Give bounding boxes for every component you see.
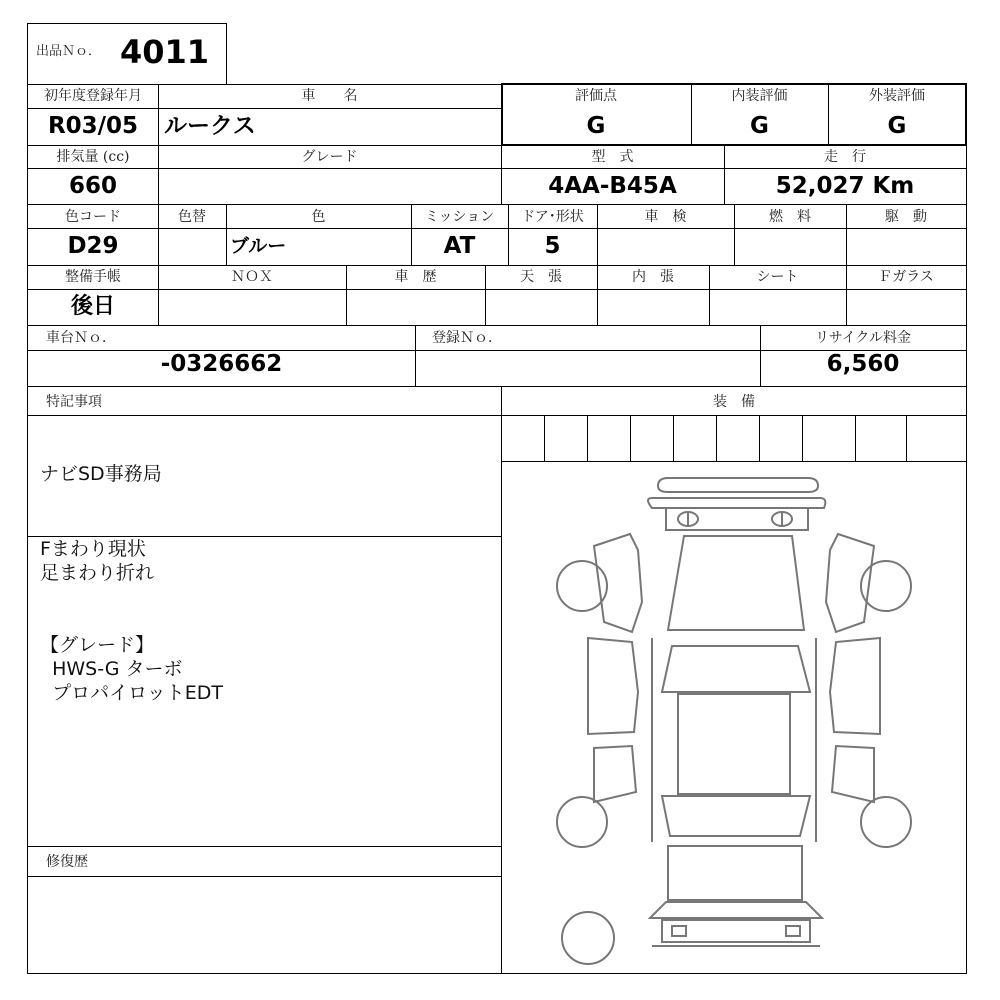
first-reg-label: 初年度登録年月 — [44, 88, 142, 104]
color-change-label: 色替 — [178, 209, 206, 225]
history-label: 車 歴 — [394, 269, 437, 285]
equipment-label: 装 備 — [713, 394, 755, 410]
special-note-2: Fまわり現状 足まわり折れ 【グレード】 HWS-G ターボ プロパイロットEDT — [40, 538, 223, 704]
repair-history-label: 修復歴 — [46, 854, 88, 870]
mileage-value: 52,027 Km — [775, 173, 915, 199]
nox-label: ＮＯＸ — [231, 269, 273, 285]
inspection-label: 車 検 — [644, 209, 687, 225]
color-label: 色 — [311, 209, 326, 225]
maintenance-label: 整備手帳 — [65, 269, 121, 285]
first-reg-value: R03/05 — [47, 113, 139, 139]
drive-label: 駆 動 — [885, 209, 927, 225]
car-name-label: 車 名 — [301, 88, 358, 104]
color-code-value: D29 — [67, 233, 119, 259]
mileage-label: 走 行 — [824, 149, 866, 165]
displacement-value: 660 — [68, 173, 117, 199]
mission-value: AT — [443, 233, 476, 259]
model-label: 型 式 — [591, 149, 634, 165]
door-value: 5 — [544, 233, 561, 259]
door-label: ドア･形状 — [521, 209, 584, 225]
score-value: G — [586, 113, 606, 139]
car-damage-diagram — [502, 462, 966, 973]
interior-value: G — [750, 113, 769, 139]
maintenance-value: 後日 — [70, 294, 115, 319]
color-code-label: 色コード — [65, 209, 121, 225]
interior-label: 内装評価 — [731, 88, 788, 104]
reg-label: 登録Ｎｏ． — [432, 330, 502, 346]
seat-label: シート — [756, 269, 799, 285]
special-note-1: ナビSD事務局 — [40, 463, 162, 485]
special-notes-label: 特記事項 — [46, 394, 102, 410]
model-value: 4AA-B45A — [548, 173, 677, 199]
displacement-label: 排気量 (cc) — [56, 149, 130, 165]
fuel-label: 燃 料 — [769, 209, 811, 225]
recycle-value: 6,560 — [826, 351, 900, 377]
recycle-label: リサイクル料金 — [814, 330, 912, 346]
lot-label: 出品Ｎｏ． — [36, 44, 102, 59]
interior-trim-label: 内 張 — [632, 269, 674, 285]
exterior-label: 外装評価 — [869, 88, 925, 104]
grade-label: グレード — [301, 149, 358, 165]
car-name-value: ルークス — [164, 113, 256, 139]
exterior-value: G — [887, 113, 907, 139]
lot-number: 4011 — [120, 33, 210, 71]
score-label: 評価点 — [575, 88, 617, 104]
mission-label: ミッション — [424, 209, 495, 225]
chassis-value: -0326662 — [160, 351, 283, 377]
fglass-label: Ｆガラス — [878, 269, 934, 285]
sunroof-label: 天 張 — [520, 269, 562, 285]
color-value: ブルー — [230, 235, 287, 257]
chassis-label: 車台Ｎｏ． — [46, 330, 116, 346]
